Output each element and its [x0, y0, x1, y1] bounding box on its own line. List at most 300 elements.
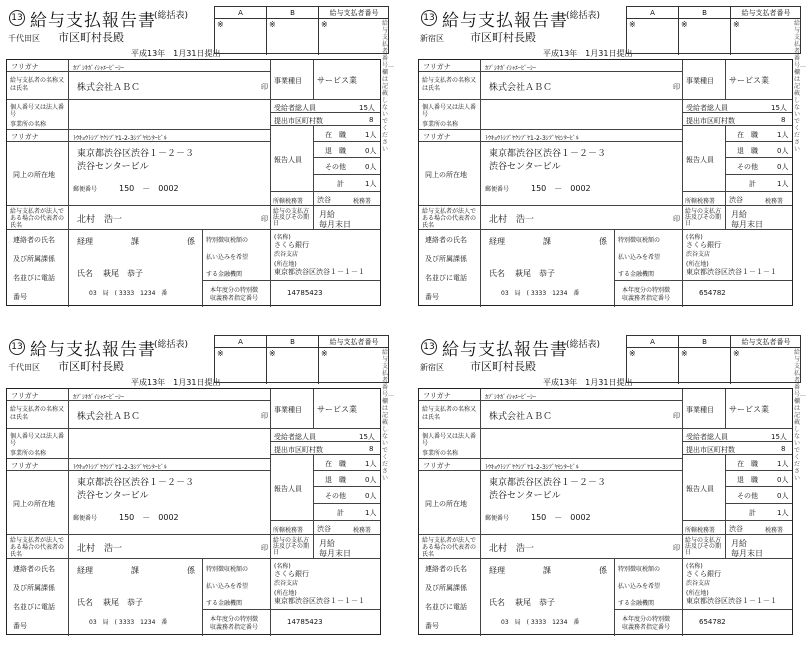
tax-office-label: 所轄税務署: [273, 198, 304, 205]
transfer-label-1: 特別徴収税額の: [618, 237, 661, 244]
kakari-label: 係: [187, 237, 195, 246]
seal-mark: 印: [261, 215, 268, 223]
contact-label-4: 番号: [425, 293, 439, 301]
address-line-2: 渋谷センタービル: [77, 162, 149, 172]
contact-label-4: 番号: [425, 622, 439, 630]
form-number-badge: 13: [9, 339, 25, 355]
seal-mark: 印: [673, 83, 680, 91]
department: 経理: [77, 237, 93, 246]
form-grid: [6, 388, 381, 635]
retired-count: 0人: [777, 476, 789, 484]
furigana-2-label: フリガナ: [11, 462, 39, 470]
business-type-label: 事業種目: [274, 406, 302, 414]
representative-name: 北村 浩一: [77, 215, 123, 225]
in-office-count: 1人: [365, 131, 377, 139]
total-label: 計: [749, 509, 756, 517]
bank-address-label: (所在地): [686, 261, 709, 268]
bank-address-label: (所在地): [686, 590, 709, 597]
report-form-1: [6, 6, 395, 306]
business-type-label: 事業種目: [274, 77, 302, 85]
payer-name-label: 給与支払者の名称又は氏名: [10, 406, 65, 421]
mayor-addressee: 市区町村長殿: [58, 31, 124, 44]
in-office-count: 1人: [365, 460, 377, 468]
city-count: 8: [369, 445, 374, 453]
form-number-badge: 13: [9, 10, 25, 26]
contact-label: 連絡者の氏名: [425, 565, 467, 573]
furigana-2-label: フリガナ: [423, 133, 451, 141]
payment-date: 毎月末日: [319, 220, 351, 229]
star-mark: ※: [217, 349, 224, 358]
header-b-label: B: [679, 7, 731, 19]
ward-name: 新宿区: [420, 363, 444, 372]
in-office-count: 1人: [777, 131, 789, 139]
header-a-label: A: [215, 7, 267, 19]
cell: [481, 100, 683, 130]
payment-date: 毎月末日: [731, 549, 763, 558]
branch-label: 個人番号又は法人番号: [10, 433, 65, 447]
star-mark: ※: [217, 20, 224, 29]
designation-label-2: 収義務者指定番号: [210, 295, 259, 302]
designation-label-1: 本年度分の特別徴: [210, 287, 259, 294]
transfer-label-2: 払い込みを希望: [618, 254, 661, 261]
city-count: 8: [369, 116, 374, 124]
transfer-label-3: する金融機関: [206, 600, 243, 607]
form-title: 給与支払報告書: [30, 11, 156, 31]
postal-code: 150 － 0002: [119, 513, 179, 522]
tax-office-label: 所轄税務署: [273, 527, 304, 534]
furigana-address: ﾄｳｷｮｳﾄｼﾌﾞﾔｸｼﾌﾞﾔ1-2-3ｼﾌﾞﾔｾﾝﾀｰﾋﾞﾙ: [485, 464, 579, 471]
total-count: 1人: [777, 509, 789, 517]
other-label: その他: [325, 492, 346, 500]
report-count-label: 報告人員: [274, 485, 302, 493]
branch-label-2: 事業所の名称: [10, 450, 47, 457]
header-a-label: A: [215, 336, 267, 348]
side-note: 給与支払者番号…欄は記載しないでください: [794, 20, 807, 153]
bank-name: さくら銀行: [274, 570, 309, 578]
phone: 03 局 ( 3333 1234 番: [501, 290, 580, 297]
branch-label-2: 事業所の名称: [10, 121, 47, 128]
payment-method-label: 給与の支払方法及びその期日: [685, 537, 722, 556]
city-count-label: 提出市区町村数: [686, 446, 735, 454]
form-title: 給与支払報告書: [30, 340, 156, 360]
seal-mark: 印: [261, 83, 268, 91]
bank-name: さくら銀行: [686, 570, 721, 578]
employee-count: 15人: [771, 104, 787, 112]
city-count: 8: [781, 445, 786, 453]
tax-office-unit: 税務署: [353, 198, 372, 205]
bank-name: さくら銀行: [274, 241, 309, 249]
postal-label: 郵便番号: [485, 515, 510, 522]
furigana-name: ｶﾌﾞｼｷｶﾞｲｼｬｴｰﾋﾞｰｼｰ: [73, 394, 125, 401]
other-count: 0人: [365, 492, 377, 500]
designation-number: 14785423: [287, 618, 323, 626]
address-line-2: 渋谷センタービル: [489, 491, 561, 501]
employee-count-label: 受給者総人員: [274, 104, 316, 112]
header-payer-no-label: 給与支払者番号: [731, 336, 801, 348]
payer-name-label: 給与支払者の名称又は氏名: [422, 406, 477, 421]
address-label: 同上の所在地: [425, 171, 467, 179]
address-line-1: 東京都渋谷区渋谷１－２－３: [489, 478, 607, 488]
representative-label: 給与支払者が法人である場合の代表者の氏名: [10, 537, 65, 558]
payment-date: 毎月末日: [319, 549, 351, 558]
representative-label: 給与支払者が法人である場合の代表者の氏名: [10, 208, 65, 229]
designation-label-1: 本年度分の特別徴: [622, 287, 671, 294]
ka-label: 課: [543, 566, 551, 575]
business-type-label: 事業種目: [686, 406, 714, 414]
contact-label-3: 名並びに電話: [13, 603, 55, 611]
form-grid: [418, 59, 793, 306]
department: 経理: [489, 566, 505, 575]
form-subtitle: (総括表): [154, 11, 189, 21]
city-count-label: 提出市区町村数: [274, 446, 323, 454]
department: 経理: [77, 566, 93, 575]
bank-branch: 渋谷支店: [686, 580, 711, 587]
retired-label: 退 職: [737, 147, 758, 155]
business-type: サービス業: [317, 76, 357, 85]
furigana-label: フリガナ: [423, 392, 451, 400]
phone: 03 局 ( 3333 1234 番: [501, 619, 580, 626]
employee-count-label: 受給者総人員: [686, 433, 728, 441]
postal-label: 郵便番号: [73, 186, 98, 193]
address-label: 同上の所在地: [13, 500, 55, 508]
designation-label-2: 収義務者指定番号: [622, 295, 671, 302]
report-count-label: 報告人員: [274, 156, 302, 164]
ward-name: 千代田区: [8, 34, 40, 43]
address-label: 同上の所在地: [425, 500, 467, 508]
payment-method: 月給: [319, 210, 335, 219]
form-grid: [418, 388, 793, 635]
star-mark: ※: [733, 20, 740, 29]
header-b-label: B: [679, 336, 731, 348]
retired-label: 退 職: [325, 476, 346, 484]
transfer-label-2: 払い込みを希望: [206, 583, 249, 590]
payment-method-label: 給与の支払方法及びその期日: [273, 537, 310, 556]
header-a-label: A: [627, 336, 679, 348]
address-line-2: 渋谷センタービル: [489, 162, 561, 172]
seal-mark: 印: [673, 544, 680, 552]
furigana-label: フリガナ: [11, 392, 39, 400]
in-office-label: 在 職: [737, 460, 758, 468]
seal-mark: 印: [673, 412, 680, 420]
city-count: 8: [781, 116, 786, 124]
contact-label-3: 名並びに電話: [13, 274, 55, 282]
star-mark: ※: [269, 349, 276, 358]
other-label: その他: [737, 492, 758, 500]
retired-count: 0人: [365, 476, 377, 484]
bank-label: (名称): [274, 563, 291, 570]
furigana-label: フリガナ: [11, 63, 39, 71]
furigana-label: フリガナ: [423, 63, 451, 71]
bank-address: 東京都渋谷区渋谷１－１－１: [686, 268, 777, 276]
kakari-label: 係: [599, 237, 607, 246]
report-form-2: [418, 6, 807, 306]
payment-method-label: 給与の支払方法及びその期日: [685, 208, 722, 227]
cell: [481, 429, 683, 459]
tax-office-unit: 税務署: [353, 527, 372, 534]
submission-date: 平成13年 1月31日提出: [131, 378, 221, 387]
representative-name: 北村 浩一: [77, 544, 123, 554]
transfer-label-3: する金融機関: [206, 271, 243, 278]
bank-branch: 渋谷支店: [274, 251, 299, 258]
cell: [69, 100, 271, 130]
postal-label: 郵便番号: [485, 186, 510, 193]
transfer-label-2: 払い込みを希望: [206, 254, 249, 261]
total-count: 1人: [777, 180, 789, 188]
total-label: 計: [337, 180, 344, 188]
total-label: 計: [749, 180, 756, 188]
total-count: 1人: [365, 509, 377, 517]
header-payer-no-label: 給与支払者番号: [731, 7, 801, 19]
bank-branch: 渋谷支店: [686, 251, 711, 258]
furigana-name: ｶﾌﾞｼｷｶﾞｲｼｬｴｰﾋﾞｰｼｰ: [485, 394, 537, 401]
representative-label: 給与支払者が法人である場合の代表者の氏名: [422, 208, 477, 229]
phone: 03 局 ( 3333 1234 番: [89, 290, 168, 297]
report-form-4: [418, 335, 807, 635]
designation-label-2: 収義務者指定番号: [622, 624, 671, 631]
transfer-label-2: 払い込みを希望: [618, 583, 661, 590]
furigana-address: ﾄｳｷｮｳﾄｼﾌﾞﾔｸｼﾌﾞﾔ1-2-3ｼﾌﾞﾔｾﾝﾀｰﾋﾞﾙ: [73, 135, 167, 142]
contact-label-2: 及び所属課係: [425, 584, 467, 592]
bank-label: (名称): [274, 234, 291, 241]
address-line-1: 東京都渋谷区渋谷１－２－３: [489, 149, 607, 159]
header-payer-no-label: 給与支払者番号: [319, 7, 389, 19]
branch-label-2: 事業所の名称: [422, 121, 459, 128]
submission-date: 平成13年 1月31日提出: [131, 49, 221, 58]
retired-label: 退 職: [737, 476, 758, 484]
contact-label-2: 及び所属課係: [13, 584, 55, 592]
tax-office-label: 所轄税務署: [685, 198, 716, 205]
business-type: サービス業: [317, 405, 357, 414]
star-mark: ※: [321, 20, 328, 29]
address-line-1: 東京都渋谷区渋谷１－２－３: [77, 478, 195, 488]
postal-code: 150 － 0002: [119, 184, 179, 193]
address-label: 同上の所在地: [13, 171, 55, 179]
employee-count: 15人: [359, 104, 375, 112]
address-line-1: 東京都渋谷区渋谷１－２－３: [77, 149, 195, 159]
header-a-label: A: [627, 7, 679, 19]
designation-label-1: 本年度分の特別徴: [210, 616, 259, 623]
retired-label: 退 職: [325, 147, 346, 155]
branch-label: 個人番号又は法人番号: [422, 104, 477, 118]
retired-count: 0人: [777, 147, 789, 155]
bank-address: 東京都渋谷区渋谷１－１－１: [274, 597, 365, 605]
designation-number: 14785423: [287, 289, 323, 297]
form-subtitle: (総括表): [566, 11, 601, 21]
transfer-label-3: する金融機関: [618, 600, 655, 607]
header-b-label: B: [267, 336, 319, 348]
contact-label: 連絡者の氏名: [13, 236, 55, 244]
ward-name: 千代田区: [8, 363, 40, 372]
employee-count: 15人: [359, 433, 375, 441]
mayor-addressee: 市区町村長殿: [470, 31, 536, 44]
business-type: サービス業: [729, 405, 769, 414]
other-count: 0人: [777, 163, 789, 171]
employee-count: 15人: [771, 433, 787, 441]
bank-branch: 渋谷支店: [274, 580, 299, 587]
star-mark: ※: [733, 349, 740, 358]
total-label: 計: [337, 509, 344, 517]
payment-date: 毎月末日: [731, 220, 763, 229]
transfer-label-1: 特別徴収税額の: [206, 566, 249, 573]
payer-name: 株式会社ＡＢＣ: [77, 83, 141, 93]
bank-address: 東京都渋谷区渋谷１－１－１: [686, 597, 777, 605]
furigana-2-label: フリガナ: [11, 133, 39, 141]
submission-date: 平成13年 1月31日提出: [543, 378, 633, 387]
contact-name: 萩尾 恭子: [515, 598, 555, 607]
tax-office: 渋谷: [317, 196, 331, 204]
kakari-label: 係: [599, 566, 607, 575]
tax-office-unit: 税務署: [765, 527, 784, 534]
in-office-label: 在 職: [325, 131, 346, 139]
payment-method: 月給: [319, 539, 335, 548]
payer-name: 株式会社ＡＢＣ: [489, 412, 553, 422]
payer-name-label: 給与支払者の名称又は氏名: [10, 77, 65, 92]
header-code-box: [626, 335, 801, 383]
furigana-address: ﾄｳｷｮｳﾄｼﾌﾞﾔｸｼﾌﾞﾔ1-2-3ｼﾌﾞﾔｾﾝﾀｰﾋﾞﾙ: [485, 135, 579, 142]
contact-label-3: 名並びに電話: [425, 274, 467, 282]
seal-mark: 印: [673, 215, 680, 223]
bank-address: 東京都渋谷区渋谷１－１－１: [274, 268, 365, 276]
representative-name: 北村 浩一: [489, 544, 535, 554]
seal-mark: 印: [261, 544, 268, 552]
report-count-label: 報告人員: [686, 156, 714, 164]
contact-name-label: 氏名: [489, 598, 505, 607]
payment-method: 月給: [731, 539, 747, 548]
representative-name: 北村 浩一: [489, 215, 535, 225]
in-office-count: 1人: [777, 460, 789, 468]
postal-code: 150 － 0002: [531, 513, 591, 522]
mayor-addressee: 市区町村長殿: [58, 360, 124, 373]
other-label: その他: [737, 163, 758, 171]
total-count: 1人: [365, 180, 377, 188]
mayor-addressee: 市区町村長殿: [470, 360, 536, 373]
other-count: 0人: [777, 492, 789, 500]
contact-name-label: 氏名: [489, 269, 505, 278]
bank-label: (名称): [686, 234, 703, 241]
bank-name: さくら銀行: [686, 241, 721, 249]
postal-label: 郵便番号: [73, 515, 98, 522]
designation-number: 654782: [699, 289, 726, 297]
phone: 03 局 ( 3333 1234 番: [89, 619, 168, 626]
transfer-label-1: 特別徴収税額の: [618, 566, 661, 573]
other-label: その他: [325, 163, 346, 171]
form-number-badge: 13: [421, 10, 437, 26]
payer-name: 株式会社ＡＢＣ: [489, 83, 553, 93]
furigana-2-label: フリガナ: [423, 462, 451, 470]
submission-date: 平成13年 1月31日提出: [543, 49, 633, 58]
contact-label: 連絡者の氏名: [425, 236, 467, 244]
form-title: 給与支払報告書: [442, 11, 568, 31]
bank-address-label: (所在地): [274, 590, 297, 597]
representative-label: 給与支払者が法人である場合の代表者の氏名: [422, 537, 477, 558]
cell: [69, 429, 271, 459]
branch-label: 個人番号又は法人番号: [10, 104, 65, 118]
side-note: 給与支払者番号…欄は記載しないでください: [794, 349, 807, 482]
branch-label: 個人番号又は法人番号: [422, 433, 477, 447]
form-grid: [6, 59, 381, 306]
tax-office-label: 所轄税務署: [685, 527, 716, 534]
report-form-3: [6, 335, 395, 635]
form-title: 給与支払報告書: [442, 340, 568, 360]
employee-count-label: 受給者総人員: [686, 104, 728, 112]
ward-name: 新宿区: [420, 34, 444, 43]
kakari-label: 係: [187, 566, 195, 575]
star-mark: ※: [629, 20, 636, 29]
contact-name: 萩尾 恭子: [103, 598, 143, 607]
form-subtitle: (総括表): [154, 340, 189, 350]
star-mark: ※: [681, 349, 688, 358]
tax-office: 渋谷: [317, 525, 331, 533]
header-b-label: B: [267, 7, 319, 19]
contact-label-3: 名並びに電話: [425, 603, 467, 611]
retired-count: 0人: [365, 147, 377, 155]
star-mark: ※: [629, 349, 636, 358]
business-type-label: 事業種目: [686, 77, 714, 85]
payment-method: 月給: [731, 210, 747, 219]
city-count-label: 提出市区町村数: [274, 117, 323, 125]
header-code-box: [214, 335, 389, 383]
star-mark: ※: [269, 20, 276, 29]
in-office-label: 在 職: [325, 460, 346, 468]
seal-mark: 印: [261, 412, 268, 420]
ka-label: 課: [131, 237, 139, 246]
payer-name-label: 給与支払者の名称又は氏名: [422, 77, 477, 92]
payment-method-label: 給与の支払方法及びその期日: [273, 208, 310, 227]
form-number-badge: 13: [421, 339, 437, 355]
contact-name: 萩尾 恭子: [103, 269, 143, 278]
header-payer-no-label: 給与支払者番号: [319, 336, 389, 348]
employee-count-label: 受給者総人員: [274, 433, 316, 441]
contact-name-label: 氏名: [77, 598, 93, 607]
branch-label-2: 事業所の名称: [422, 450, 459, 457]
city-count-label: 提出市区町村数: [686, 117, 735, 125]
furigana-name: ｶﾌﾞｼｷｶﾞｲｼｬｴｰﾋﾞｰｼｰ: [73, 65, 125, 72]
transfer-label-1: 特別徴収税額の: [206, 237, 249, 244]
business-type: サービス業: [729, 76, 769, 85]
payer-name: 株式会社ＡＢＣ: [77, 412, 141, 422]
designation-label-1: 本年度分の特別徴: [622, 616, 671, 623]
ka-label: 課: [131, 566, 139, 575]
designation-label-2: 収義務者指定番号: [210, 624, 259, 631]
side-note: 給与支払者番号…欄は記載しないでください: [382, 20, 395, 153]
ka-label: 課: [543, 237, 551, 246]
tax-office: 渋谷: [729, 525, 743, 533]
bank-label: (名称): [686, 563, 703, 570]
transfer-label-3: する金融機関: [618, 271, 655, 278]
contact-label-2: 及び所属課係: [13, 255, 55, 263]
report-count-label: 報告人員: [686, 485, 714, 493]
star-mark: ※: [321, 349, 328, 358]
other-count: 0人: [365, 163, 377, 171]
contact-label-2: 及び所属課係: [425, 255, 467, 263]
contact-label-4: 番号: [13, 293, 27, 301]
designation-number: 654782: [699, 618, 726, 626]
contact-label-4: 番号: [13, 622, 27, 630]
header-code-box: [626, 6, 801, 54]
contact-name: 萩尾 恭子: [515, 269, 555, 278]
furigana-name: ｶﾌﾞｼｷｶﾞｲｼｬｴｰﾋﾞｰｼｰ: [485, 65, 537, 72]
form-subtitle: (総括表): [566, 340, 601, 350]
contact-label: 連絡者の氏名: [13, 565, 55, 573]
contact-name-label: 氏名: [77, 269, 93, 278]
department: 経理: [489, 237, 505, 246]
in-office-label: 在 職: [737, 131, 758, 139]
header-code-box: [214, 6, 389, 54]
bank-address-label: (所在地): [274, 261, 297, 268]
star-mark: ※: [681, 20, 688, 29]
tax-office: 渋谷: [729, 196, 743, 204]
tax-office-unit: 税務署: [765, 198, 784, 205]
